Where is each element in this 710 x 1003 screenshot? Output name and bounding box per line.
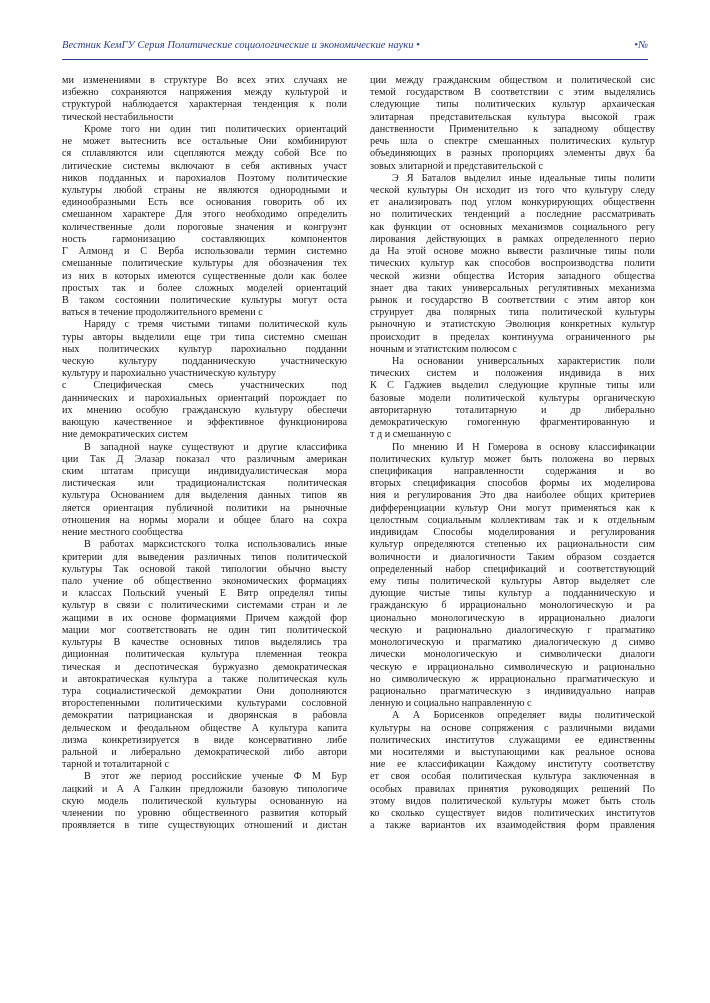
- text-line: политических институтов служащими ее единственны: [370, 734, 655, 746]
- text-line: гражданскую б иррационально монологическую и ра: [370, 600, 655, 612]
- text-line: ляется ориентация публичной политики на рыночные: [62, 502, 347, 514]
- text-line: лацкий и А А Галкин предложили базовую типологиче: [62, 783, 347, 795]
- text-line: второстепенными политическими культурами сословной: [62, 698, 347, 710]
- text-line: тических культур как способов воспроизводства полити: [370, 258, 655, 270]
- text-line: следующие типы политических культур архаическая: [370, 99, 655, 111]
- text-line: В этот же период российские ученые Ф М Бур: [84, 771, 347, 783]
- journal-title: Вестник КемГУ Серия Политические социологические и экономические науки •: [62, 40, 420, 51]
- text-line: тической нестабильности: [62, 111, 174, 123]
- text-line: ников подданных и парохиалов Поэтому политические: [62, 172, 347, 184]
- text-line: культуры В качестве основных типов выделялись тра: [62, 637, 347, 649]
- text-line: дующие чистые типы культур а подданническую и: [370, 588, 655, 600]
- issue-number: •№: [634, 40, 648, 51]
- text-line: происходит в пределах континуума ограниченного ры: [370, 331, 655, 343]
- text-line: А А Борисенков определяет виды политической: [392, 710, 655, 722]
- text-line: демократическую гомогенную фрагментированную и: [370, 417, 655, 429]
- text-line: В работах марксистского толка использовались иные: [84, 539, 347, 551]
- header-rule: [62, 59, 648, 60]
- text-line: авторитарную тоталитарную и др либерально: [370, 404, 655, 416]
- text-line: особых правилах принятия руководящих решений По: [370, 783, 655, 795]
- text-line: ет анализировать под углом конкурирующих общественн: [370, 197, 655, 209]
- text-line: Э Я Баталов выделил иные идеальные типы полити: [392, 172, 655, 184]
- text-line: ность гармонизацию составляющих компонентов: [62, 233, 347, 245]
- text-line: жащими в их основе формациями Причем каждой фор: [62, 612, 347, 624]
- text-line: тических систем и положения индивида в них: [370, 368, 655, 380]
- text-line: их мнению особую гражданскую культуру обеспечи: [62, 404, 347, 416]
- text-line: индивидам Способы моделирования и регулирования: [370, 527, 655, 539]
- text-line: ние ее классификации Каждому институту соответству: [370, 759, 655, 771]
- text-line: из них в которых имеются существенные доли как более: [62, 270, 347, 282]
- text-line: зовых элитарной и представительской с: [370, 160, 544, 172]
- text-line: листическая или традиционалистская политическая: [62, 478, 347, 490]
- text-line: единообразными Есть все основания говорить об их: [62, 197, 347, 209]
- text-line: тура социалистической демократии Они дополняются: [62, 685, 347, 697]
- text-line: ми носителями и выступающими как реальное основа: [370, 747, 655, 759]
- text-line: монологическую и прагматико диалогическую д симво: [370, 637, 655, 649]
- text-line: данственности Применительно к западному обществу: [370, 123, 655, 135]
- text-line: мации мог соответствовать не один тип политической: [62, 624, 347, 636]
- text-line: а также вариантов их взаимодействия форм правления: [370, 820, 655, 832]
- text-line: ему типы политической культуры Автор выделяет сле: [370, 575, 655, 587]
- text-line: ние демократических систем: [62, 429, 188, 441]
- text-line: ческую е иррационально символическую и рационально: [370, 661, 655, 673]
- text-line: струирует два полярных типа политической культуры: [370, 307, 655, 319]
- text-line: элитарная представительская культура высокой граж: [370, 111, 655, 123]
- text-line: ческую культуру подданническую участническую: [62, 356, 347, 368]
- text-line: проявляется в типе существующих отношений и дистан: [62, 820, 347, 832]
- text-line: ко сколько существует видов политических институтов: [370, 808, 655, 820]
- text-line: ции между гражданским обществом и политической сис: [370, 75, 655, 86]
- text-line: ет своя особая политическая культура заключенная в: [370, 771, 655, 783]
- text-line: структурой наблюдается характерная тенденция к поли: [62, 99, 347, 111]
- text-line: ским штатам присущи индивидуалистическая мора: [62, 466, 347, 477]
- text-line: этому видов политической культуры может быть столь: [370, 795, 655, 807]
- text-line: культуры Так основой такой типологии обычно высту: [62, 563, 347, 575]
- text-line: По мнению И Н Гомерова в основу классификации: [392, 441, 655, 453]
- text-line: В таком состоянии политические культуры могут оста: [62, 294, 347, 306]
- text-line: рыночную и этатистскую Эволюция конкретных культур: [370, 319, 655, 331]
- text-line: литические системы включают в себя активных участ: [62, 160, 347, 172]
- text-line: не может вытеснить все остальные Они комбинируют: [62, 136, 347, 148]
- text-line: критерии для выведения различных типов политической: [62, 551, 347, 563]
- text-column-right: [370, 75, 655, 833]
- text-line: даннических и парохиальных ориентаций порождает по: [62, 392, 347, 404]
- text-line: ленную и социально направленную с: [370, 698, 532, 710]
- text-line: ных политических культур парохиально подданни: [62, 343, 347, 355]
- text-line: знает два таких универсальных регулятивных механизма: [370, 282, 655, 294]
- text-line: Наряду с тремя чистыми типами политической куль: [84, 319, 347, 331]
- text-line: тарной и тоталитарной с: [62, 759, 169, 771]
- text-line: тическая и деспотическая буржуазно демократическая: [62, 661, 347, 673]
- text-line: темой государством В соответствии с этим выделялись: [370, 87, 655, 99]
- text-line: определенный набор спецификаций и соответствующий: [370, 563, 655, 575]
- text-line: пало учение об общественно экономических формациях: [62, 575, 347, 587]
- text-line: ции Так Д Элазар показал что различным американ: [62, 453, 347, 465]
- text-line: лически монологическую и символически диалоги: [370, 649, 655, 661]
- text-line: т д и смешанную с: [370, 429, 452, 441]
- text-line: ваться в течение продолжительного времени с: [62, 307, 263, 319]
- text-line: ся сплавляются или сцепляются между собой Все по: [62, 148, 347, 160]
- text-line: ционально монологическую в иррационально диалоги: [370, 612, 655, 624]
- text-line: нение местного сообщества: [62, 527, 183, 539]
- text-line: ческой культуры Он исходит из того что культуру следу: [370, 184, 655, 196]
- text-line: да На этой основе можно вывести различные типы поли: [370, 246, 655, 258]
- text-line: но символическую ж иррационально прагматическую и: [370, 673, 655, 685]
- text-line: На основании универсальных характеристик поли: [392, 356, 655, 368]
- text-line: с Специфическая смесь участнических под: [62, 380, 347, 392]
- text-line: воличности и диалогичности Таким образом создается: [370, 551, 655, 563]
- text-line: культур определяются степенью их рациональности сим: [370, 539, 655, 551]
- text-line: количественные доли пороговые значения и конгруэнт: [62, 221, 347, 233]
- text-line: вающую качественное и эффективное функционирова: [62, 417, 347, 429]
- text-line: Г Алмонд и С Верба использовали термин системно: [62, 246, 347, 258]
- text-line: К С Гаджиев выделил следующие крупные типы или: [370, 380, 655, 392]
- text-line: лирования действующих в рамках определенного перио: [370, 233, 655, 245]
- text-line: как функции от основных механизмов социального регу: [370, 221, 655, 233]
- text-line: рынок и государство В соответствии с этим автор кон: [370, 294, 655, 306]
- text-line: простых так и более сложных моделей ориентаций: [62, 282, 347, 294]
- text-line: смешанном характере Для этого необходимо определить: [62, 209, 347, 221]
- text-line: культуру и парохиально участническую культуру: [62, 368, 277, 380]
- text-line: ми изменениями в структуре Во всех этих случаях не: [62, 75, 347, 86]
- text-line: культуры на основе сопряжения с различными видами: [370, 722, 655, 734]
- text-line: ральной и либерально демократической либо автори: [62, 747, 347, 759]
- text-line: членении по уровню общественного развития который: [62, 808, 347, 820]
- text-line: политических культур может быть положена во первых: [370, 453, 655, 465]
- text-line: культура Основанием для выделения данных типов яв: [62, 490, 347, 502]
- text-line: целостным социальным коллективам так и к отдельным: [370, 514, 655, 526]
- running-header: [62, 40, 648, 60]
- text-line: объединяющих в разных пропорциях элементы двух ба: [370, 148, 655, 160]
- text-line: спецификация направленности содержания и во: [370, 466, 655, 477]
- text-line: дифференциации культур Они могут применяться как к: [370, 502, 655, 514]
- text-line: культуры любой страны не являются однородными и: [62, 184, 347, 196]
- text-line: отношения на нормы морали и общее благо на сохра: [62, 514, 347, 526]
- text-line: ческую и рационально диалогическую г прагматико: [370, 624, 655, 636]
- text-line: культур в связи с политическими системами стран и ле: [62, 600, 347, 612]
- text-line: но политических тенденций а последние рассматривать: [370, 209, 655, 221]
- text-line: скую модель политической культуры основанную на: [62, 795, 347, 807]
- text-line: избежно сохраняются напряжения между культурой и: [62, 87, 347, 99]
- text-line: Кроме того ни один тип политических ориентаций: [84, 123, 347, 135]
- text-line: и автократическая культура а также политическая куль: [62, 673, 347, 685]
- text-line: ночным и этатистским полюсом с: [370, 343, 517, 355]
- text-line: В западной науке существуют и другие классифика: [84, 441, 347, 453]
- text-line: вторых спецификация способов формы их моделирова: [370, 478, 655, 490]
- text-line: и классах Польский ученый Е Вятр определял типы: [62, 588, 347, 600]
- text-line: лизма конкретизируется в виде консервативно либе: [62, 734, 347, 746]
- text-line: смешанные политические культуры для обозначения тех: [62, 258, 347, 270]
- text-line: дельческом и феодальном обществе А культура капита: [62, 722, 347, 734]
- text-line: туры авторы выделили еще три типа системно смешан: [62, 331, 347, 343]
- text-line: рационально прагматическую з индивидуально направ: [370, 685, 655, 697]
- text-line: диционная политическая культура племенная теокра: [62, 649, 347, 661]
- text-line: ния и регулирования Это два наиболее общих критериев: [370, 490, 655, 502]
- text-line: ческой жизни общества История западного общества: [370, 270, 655, 282]
- text-line: речь шла о спектре смешанных политических культур: [370, 136, 655, 148]
- text-column-left: [62, 75, 347, 833]
- text-line: демократии патрицианская и дворянская в рабовла: [62, 710, 347, 722]
- text-line: базовые модели политической культуры органическую: [370, 392, 655, 404]
